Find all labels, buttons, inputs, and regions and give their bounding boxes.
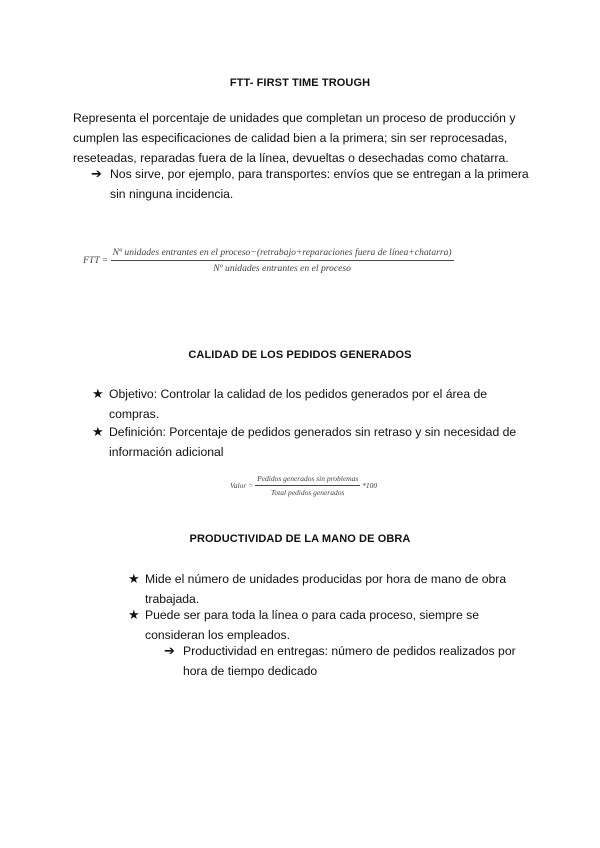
ftt-formula-numerator: Nº unidades entrantes en el proceso−(retrabajo+reparaciones fuera de línea+chatarra) bbox=[111, 247, 454, 261]
star-icon: ★ bbox=[92, 424, 104, 439]
productividad-bullet-1 bbox=[128, 569, 528, 609]
calidad-formula-suffix: *100 bbox=[362, 481, 378, 490]
calidad-formula bbox=[230, 474, 377, 497]
ftt-formula-fraction bbox=[111, 247, 454, 274]
calidad-formula-lhs: Valor = bbox=[230, 481, 254, 490]
arrow-icon: ➔ bbox=[164, 643, 175, 658]
productividad-bullet-2 bbox=[128, 605, 538, 645]
calidad-formula-denominator: Total pedidos generados bbox=[270, 488, 345, 497]
productividad-arrow-item bbox=[164, 641, 524, 681]
star-icon: ★ bbox=[92, 386, 104, 401]
ftt-arrow-text: Nos sirve, por ejemplo, para transportes: envíos que se entregan a la primera sin ninguna incidencia. bbox=[110, 167, 529, 201]
calidad-bullet-2-text: Definición: Porcentaje de pedidos generados sin retraso y sin necesidad de información adicional bbox=[109, 425, 517, 459]
ftt-formula-lhs: FTT = bbox=[83, 255, 109, 266]
calidad-heading: CALIDAD DE LOS PEDIDOS GENERADOS bbox=[188, 349, 412, 361]
productividad-bullet-1-text: Mide el número de unidades producidas por hora de mano de obra trabajada. bbox=[145, 572, 507, 606]
calidad-bullet-1-text: Objetivo: Controlar la calidad de los pedidos generados por el área de compras. bbox=[109, 387, 488, 421]
productividad-bullet-2-text: Puede ser para toda la línea o para cada proceso, siempre se consideran los empleados. bbox=[145, 608, 480, 642]
ftt-arrow-item bbox=[91, 164, 531, 204]
calidad-formula-numerator: Pedidos generados sin problemas bbox=[255, 474, 360, 486]
arrow-icon: ➔ bbox=[91, 166, 102, 181]
calidad-formula-fraction bbox=[255, 474, 360, 497]
ftt-heading: FTT- FIRST TIME TROUGH bbox=[229, 77, 371, 89]
calidad-bullet-1 bbox=[92, 384, 512, 424]
calidad-bullet-2 bbox=[92, 422, 522, 462]
ftt-formula bbox=[83, 247, 454, 274]
star-icon: ★ bbox=[128, 571, 140, 586]
productividad-arrow-text: Productividad en entregas: número de pedidos realizados por hora de tiempo dedicado bbox=[183, 644, 516, 678]
productividad-heading: PRODUCTIVIDAD DE LA MANO DE OBRA bbox=[189, 533, 411, 545]
ftt-formula-denominator: Nº unidades entrantes en el proceso bbox=[213, 263, 351, 274]
star-icon: ★ bbox=[128, 607, 140, 622]
ftt-paragraph: Representa el porcentaje de unidades que completan un proceso de producción y cumplen las especificaciones de calidad bien a la primera; sin ser reprocesadas, reseteadas, reparadas fuera de la línea, devueltas o desechadas como chatarra. bbox=[73, 111, 516, 165]
